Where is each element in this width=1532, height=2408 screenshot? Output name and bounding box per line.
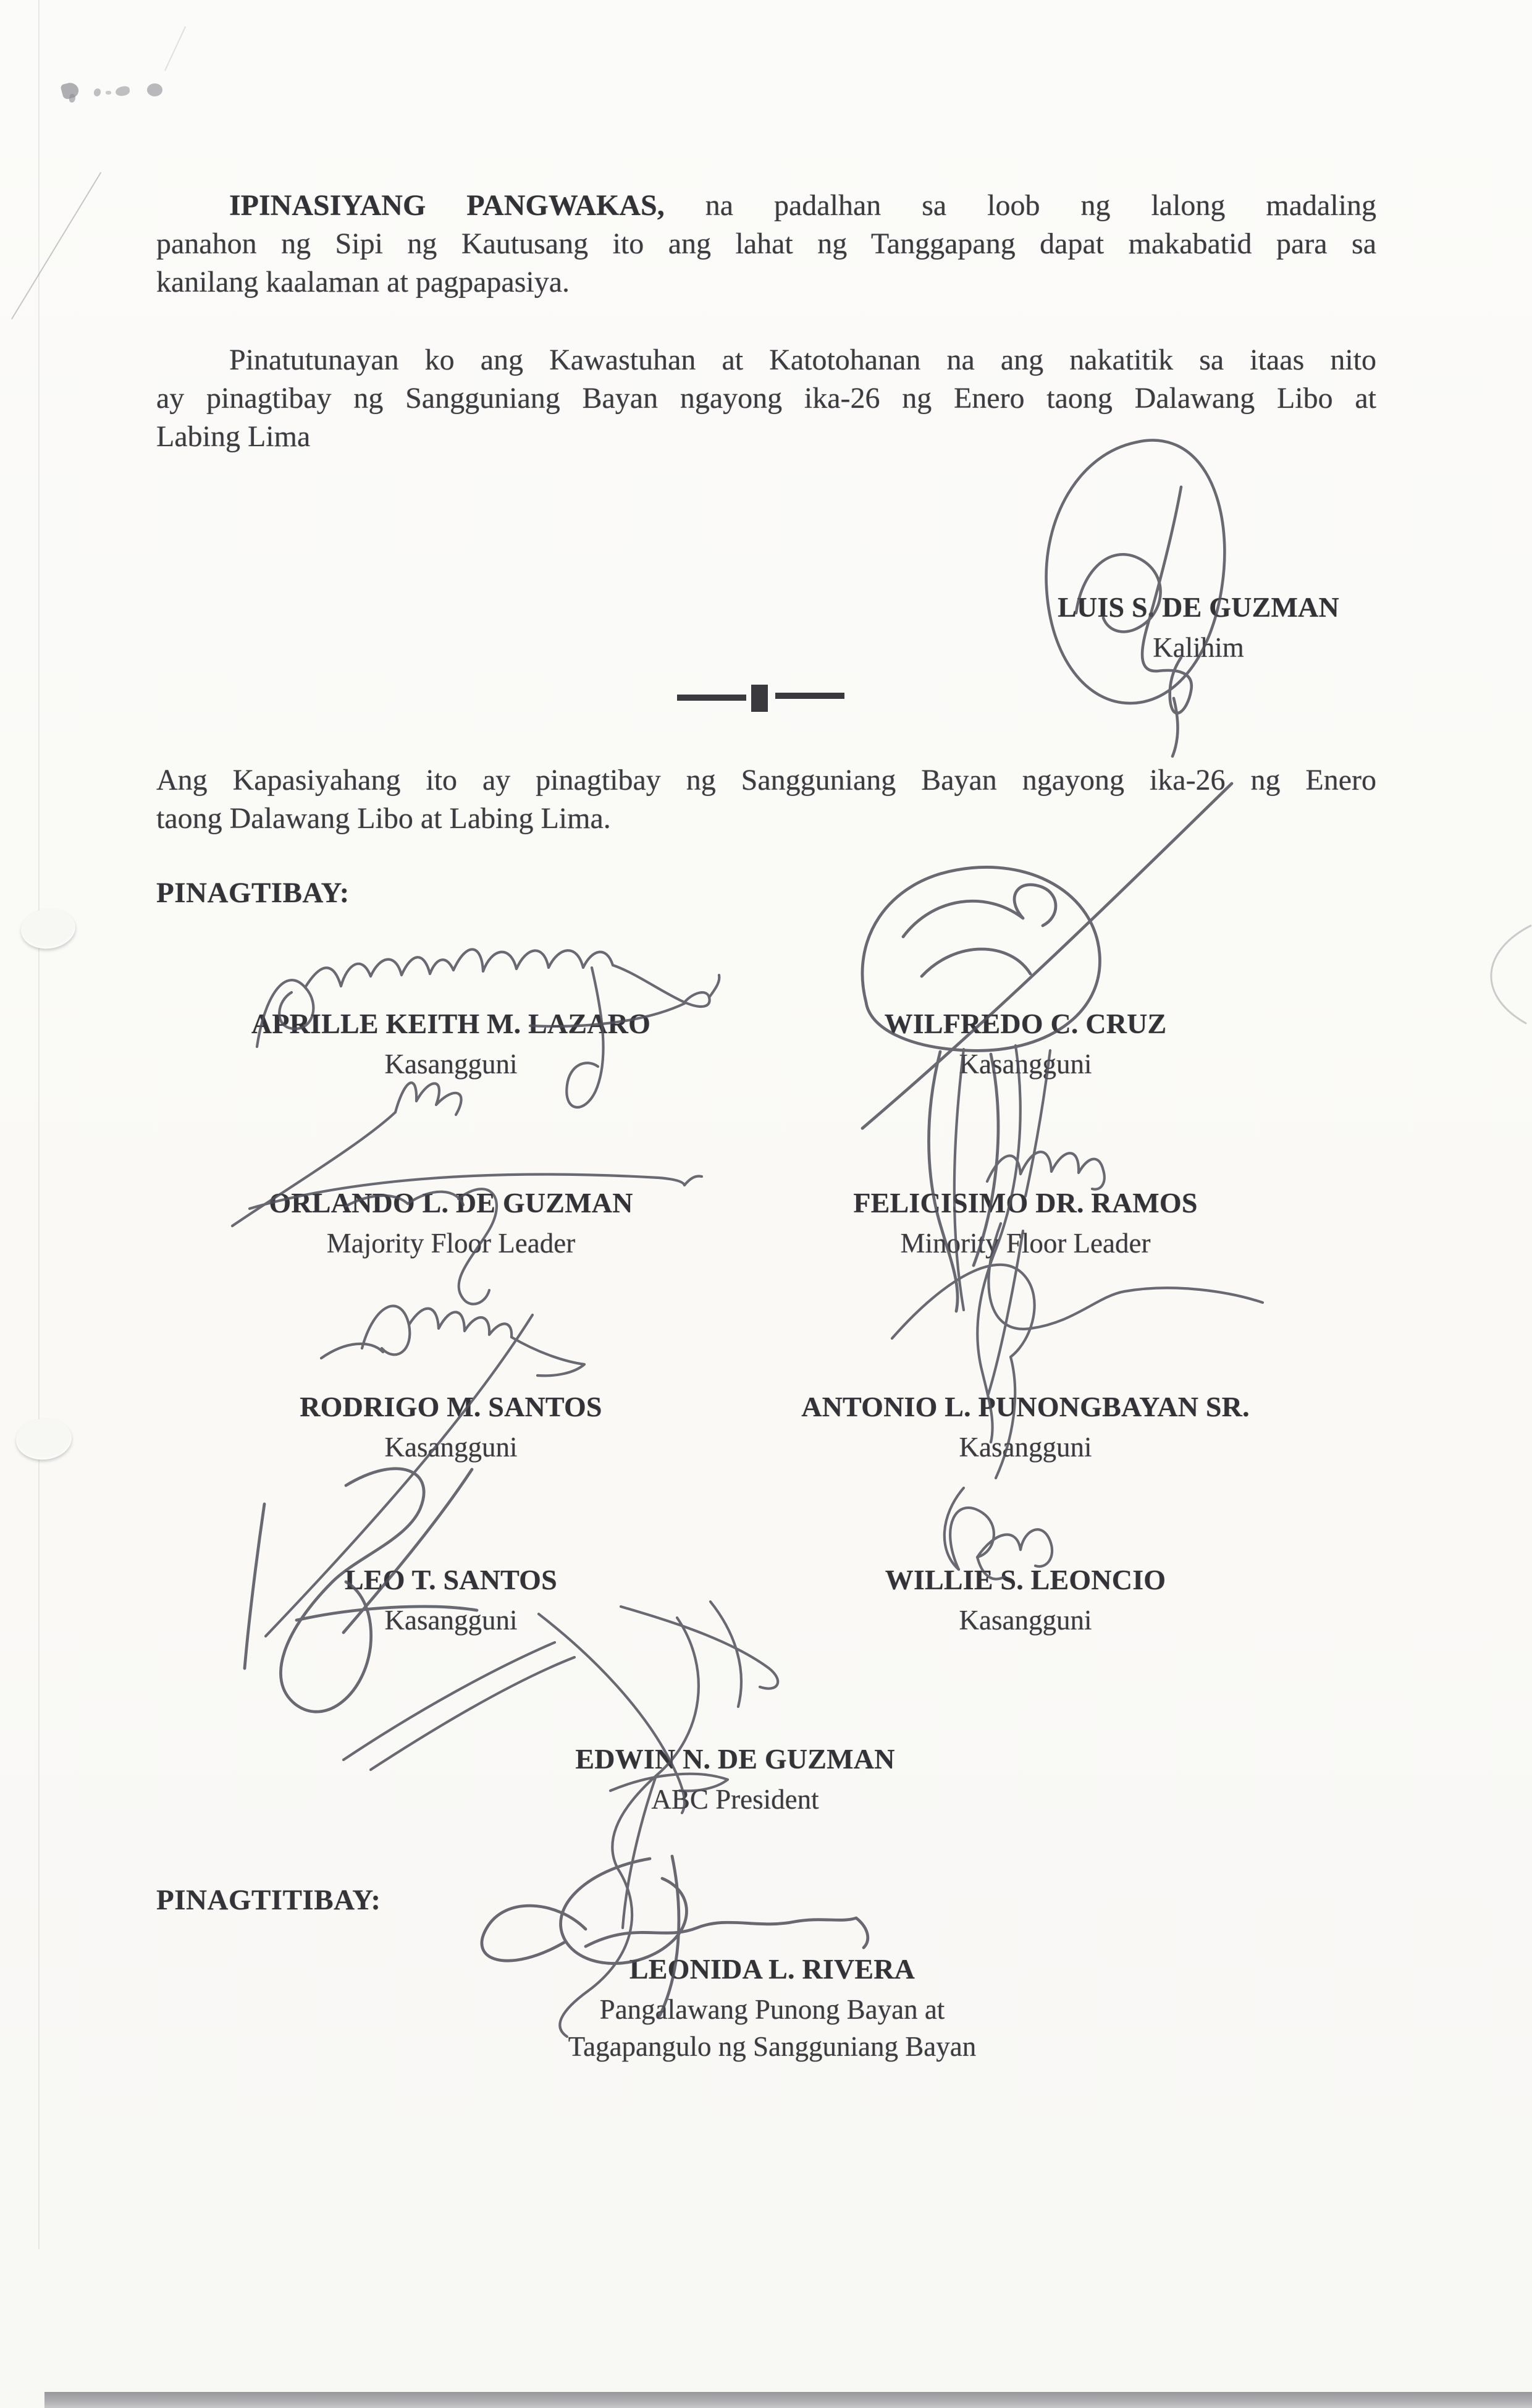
signer-block-wilfredo-cruz <box>729 1008 1322 1083</box>
signer-block-leo-santos <box>154 1565 747 1639</box>
secretary-name: LUIS S. DE GUZMAN <box>1058 591 1339 623</box>
signer-name: FELICISIMO DR. RAMOS <box>853 1187 1198 1219</box>
paragraph-line: kanilang kaalaman at pagpapasiya. <box>156 266 570 298</box>
signer-title: ABC President <box>651 1784 819 1815</box>
signer-name: ANTONIO L. PUNONGBAYAN SR. <box>801 1391 1250 1422</box>
punch-hole-top <box>19 906 77 952</box>
signer-name: RODRIGO M. SANTOS <box>300 1391 602 1422</box>
left-fold-crease <box>38 0 40 2249</box>
adoption-paragraph <box>156 761 1376 838</box>
signer-title: Kasangguni <box>959 1605 1092 1636</box>
signer-title: Kasangguni <box>959 1432 1092 1463</box>
signer-name: WILFREDO C. CRUZ <box>884 1008 1167 1039</box>
paragraph-bold-lead: IPINASIYANG PANGWAKAS, <box>229 189 665 222</box>
signer-block-orlando-de-guzman <box>154 1188 747 1262</box>
paragraph-text: na padalhan sa loob ng lalong madaling <box>664 189 1377 222</box>
paragraph-line: ay pinagtibay ng Sangguniang Bayan ngayong ika-26 ng Enero taong Dalawang Libo at <box>156 382 1376 415</box>
certification-heading: PINAGTITIBAY: <box>156 1884 381 1916</box>
paragraph-line <box>156 187 1376 225</box>
paragraph-line: Pinatutunayan ko ang Kawastuhan at Katotohanan na ang nakatitik sa itaas nito <box>229 344 1376 376</box>
presiding-officer-title: Pangalawang Punong Bayan at <box>599 1994 945 2025</box>
secretary-signature-block <box>964 592 1433 666</box>
signer-title: Majority Floor Leader <box>326 1228 576 1259</box>
paragraph-line: Ang Kapasiyahang ito ay pinagtibay ng Sangguniang Bayan ngayong ika-26 ng Enero <box>156 764 1376 796</box>
presiding-officer-title-2: Tagapangulo ng Sangguniang Bayan <box>568 2031 977 2062</box>
paragraph-line: panahon ng Sipi ng Kautusang ito ang lahat ng Tanggapang dapat makabatid para sa <box>156 227 1376 260</box>
adoption-heading: PINAGTIBAY: <box>156 877 350 909</box>
signer-name: WILLIE S. LEONCIO <box>885 1564 1166 1595</box>
signer-title: Kasangguni <box>384 1049 518 1079</box>
paragraph-line: Labing Lima <box>156 420 311 453</box>
signer-name: EDWIN N. DE GUZMAN <box>575 1743 895 1775</box>
corner-crease-line-2 <box>164 26 186 70</box>
right-edge-scan-curve <box>1491 926 1531 1023</box>
signer-block-willie-leoncio <box>729 1565 1322 1639</box>
closing-paragraph <box>156 187 1376 302</box>
presiding-officer-name: LEONIDA L. RIVERA <box>629 1953 915 1985</box>
abc-president-block <box>451 1744 1019 1818</box>
signer-name: APRILLE KEITH M. LAZARO <box>251 1008 651 1039</box>
corner-crease-line <box>11 172 101 319</box>
secretary-title: Kalihim <box>1153 632 1244 663</box>
signer-name: LEO T. SANTOS <box>345 1564 557 1595</box>
signer-block-antonio-punongbayan <box>729 1392 1322 1466</box>
signer-title: Kasangguni <box>384 1605 518 1636</box>
signer-block-rodrigo-santos <box>154 1392 747 1466</box>
signer-block-aprille-lazaro <box>154 1008 747 1083</box>
punch-hole-bottom <box>14 1416 73 1462</box>
scanner-edge-band <box>44 2392 1532 2408</box>
signer-block-felicisimo-ramos <box>729 1188 1322 1262</box>
signer-name: ORLANDO L. DE GUZMAN <box>269 1187 633 1219</box>
certification-paragraph <box>156 341 1376 456</box>
presiding-officer-block <box>488 1954 1056 2065</box>
signer-title: Kasangguni <box>959 1049 1092 1079</box>
paragraph-line: taong Dalawang Libo at Labing Lima. <box>156 802 611 835</box>
signer-title: Minority Floor Leader <box>900 1228 1151 1259</box>
signer-title: Kasangguni <box>384 1432 518 1463</box>
